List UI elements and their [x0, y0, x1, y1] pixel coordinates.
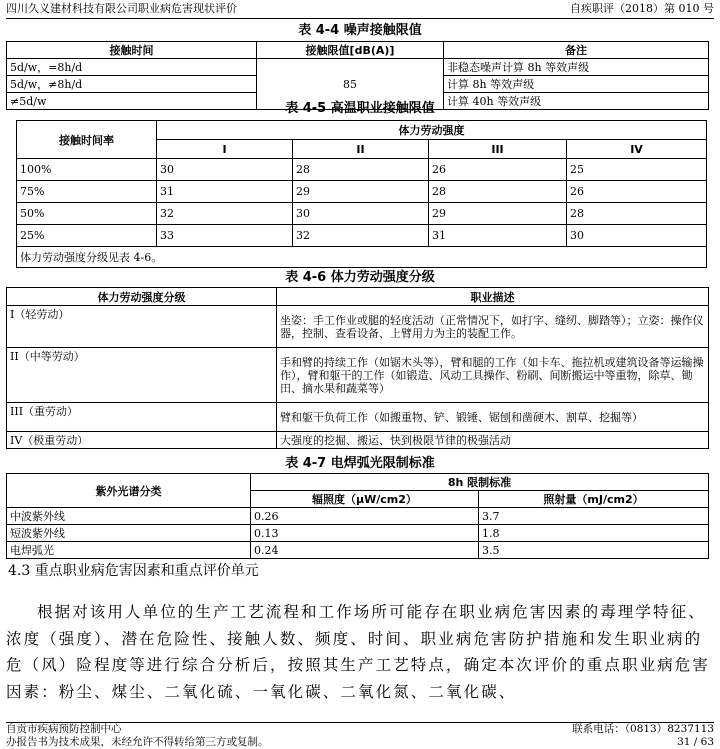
cell: 30 — [567, 225, 707, 247]
col-header: IV — [567, 140, 707, 159]
cell: 5d/w，≠8h/d — [7, 76, 257, 93]
footer-phone: 联系电话：（0813）8237113 — [572, 723, 714, 735]
cell: 坐姿：手工作业或腿的轻度活动（正常情况下，如打字、缝纫、脚踏等）；立姿：操作仪器，控制、查看设备、上臂用力为主的装配工作。 — [277, 306, 709, 348]
cell: 50% — [17, 203, 157, 225]
col-header: 8h 限制标准 — [251, 474, 709, 491]
cell: 大强度的挖掘、搬运、快到极限节律的极强活动 — [277, 432, 709, 449]
footer-notice: 办报告书为技术成果，未经允许不得转给第三方或复制。 — [6, 736, 269, 748]
cell: 5d/w，=8h/d — [7, 59, 257, 76]
col-header: 备注 — [444, 42, 709, 59]
table-row — [17, 203, 707, 225]
cell: 28 — [293, 159, 429, 181]
table-row — [7, 403, 709, 432]
table-row — [7, 508, 709, 525]
table-4-5-caption: 表 4-5 高温职业接触限值 — [285, 101, 435, 116]
cell: 33 — [157, 225, 293, 247]
cell: 0.26 — [251, 508, 479, 525]
cell: 臂和躯干负荷工作（如搬重物、铲、锻锤、锯刨和凿硬木、割草、挖掘等） — [277, 403, 709, 432]
col-header: 紫外光谱分类 — [7, 474, 251, 508]
page-number: 31 / 63 — [677, 736, 714, 748]
section-heading: 4.3 重点职业病危害因素和重点评价单元 — [8, 563, 259, 579]
col-header: 接触限值[dB(A)] — [257, 42, 444, 59]
cell: 0.13 — [251, 525, 479, 542]
table-row — [17, 181, 707, 203]
cell: 100% — [17, 159, 157, 181]
noise-limit-table — [6, 41, 709, 110]
cell: 75% — [17, 181, 157, 203]
table-4-7-caption: 表 4-7 电焊弧光限制标准 — [285, 456, 435, 471]
cell: 短波紫外线 — [7, 525, 251, 542]
cell: 29 — [429, 203, 567, 225]
col-header: 体力劳动强度 — [157, 121, 707, 140]
cell: 0.24 — [251, 542, 479, 559]
cell: 3.7 — [479, 508, 709, 525]
heat-limit-table — [16, 120, 707, 268]
cell: 非稳态噪声计算 8h 等效声级 — [444, 59, 709, 76]
page-header — [6, 0, 714, 19]
footer-organization: 自贡市疾病预防控制中心 — [6, 723, 122, 735]
cell: 中波紫外线 — [7, 508, 251, 525]
col-header: I — [157, 140, 293, 159]
cell: 1.8 — [479, 525, 709, 542]
table-note: 体力劳动强度分级见表 4-6。 — [17, 247, 707, 268]
cell: 28 — [567, 203, 707, 225]
col-header: 体力劳动强度分级 — [7, 288, 277, 306]
cell: 31 — [429, 225, 567, 247]
table-row — [7, 525, 709, 542]
cell: 30 — [157, 159, 293, 181]
noise-limit-value: 85 — [257, 59, 444, 110]
cell: 29 — [293, 181, 429, 203]
header-company: 四川久义建材科技有限公司职业病危害现状评价 — [6, 2, 237, 15]
cell: 3.5 — [479, 542, 709, 559]
cell: 计算 8h 等效声级 — [444, 76, 709, 93]
table-row — [17, 159, 707, 181]
cell: 计算 40h 等效声级 — [444, 93, 709, 110]
col-header: II — [293, 140, 429, 159]
cell: II（中等劳动） — [7, 348, 277, 403]
cell: 32 — [293, 225, 429, 247]
table-row — [17, 225, 707, 247]
table-row — [7, 306, 709, 348]
cell: IV（极重劳动） — [7, 432, 277, 449]
cell: 25% — [17, 225, 157, 247]
cell: 电焊弧光 — [7, 542, 251, 559]
cell: 手和臂的持续工作（如锯木头等），臂和腿的工作（如卡车、拖拉机或建筑设备等运输操作），臂和躯干的工作（如锻造、风动工具操作、粉刷、间断搬运中等重物，除草、锄田、摘水果和蔬菜等） — [277, 348, 709, 403]
col-header: 辐照度（μW/cm2） — [251, 491, 479, 508]
cell: III（重劳动） — [7, 403, 277, 432]
cell: I（轻劳动） — [7, 306, 277, 348]
page-footer — [6, 722, 714, 749]
col-header: 照射量（mJ/cm2） — [479, 491, 709, 508]
table-4-6-caption: 表 4-6 体力劳动强度分级 — [285, 270, 435, 285]
cell: 31 — [157, 181, 293, 203]
cell: 26 — [429, 159, 567, 181]
col-header: III — [429, 140, 567, 159]
table-row — [7, 348, 709, 403]
header-report-number: 自疾职评（2018）第 010 号 — [570, 2, 714, 15]
welding-arc-table — [6, 473, 709, 559]
table-row — [7, 542, 709, 559]
table-row — [7, 432, 709, 449]
col-header: 职业描述 — [277, 288, 709, 306]
table-row — [7, 59, 709, 76]
col-header: 接触时间 — [7, 42, 257, 59]
cell: 26 — [567, 181, 707, 203]
cell: ≠5d/w — [7, 93, 257, 110]
cell: 30 — [293, 203, 429, 225]
cell: 28 — [429, 181, 567, 203]
body-paragraph: 根据对该用人单位的生产工艺流程和工作场所可能存在职业病危害因素的毒理学特征、浓度（强度）、潜在危险性、接触人数、频度、时间、职业病危害防护措施和发生职业病的危（风）险程度等进行综合分析后，按照其生产工艺特点，确定本次评价的重点职业病危害因素：粉尘、煤尘、二氧化硫、一氧化碳、二氧化氮、二氧化碳、 — [6, 603, 711, 701]
cell: 25 — [567, 159, 707, 181]
labor-intensity-table — [6, 287, 709, 449]
table-4-4-caption: 表 4-4 噪声接触限值 — [298, 23, 422, 38]
col-header: 接触时间率 — [17, 121, 157, 159]
cell: 32 — [157, 203, 293, 225]
